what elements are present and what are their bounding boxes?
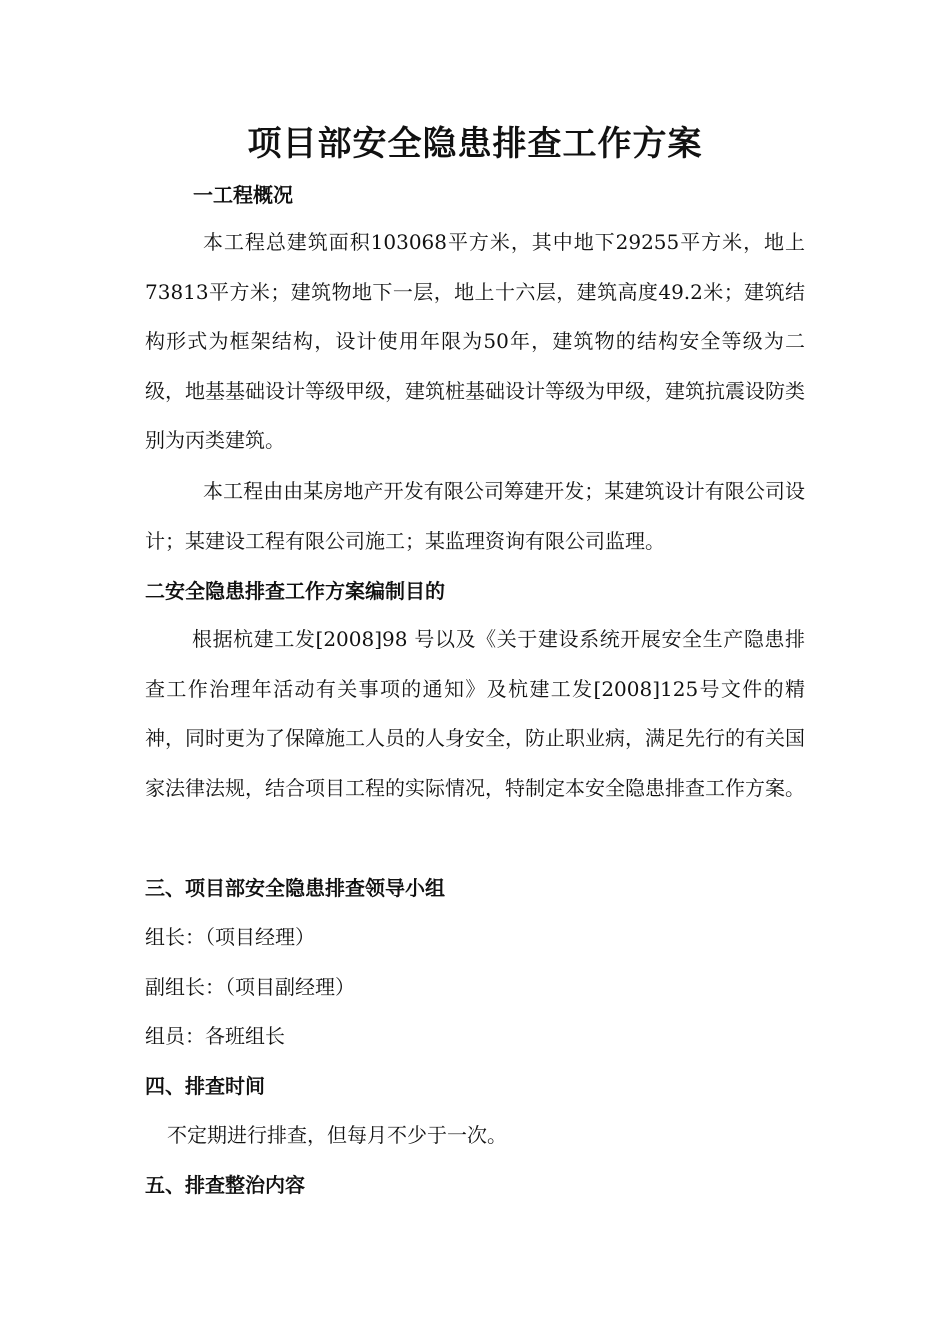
schedule-text: 不定期进行排查，但每月不少于一次。 [167,1123,507,1147]
overview-paragraph-1: 本工程总建筑面积103068平方米，其中地下29255平方米，地上73813平方米；建筑物地下一层，地上十六层，建筑高度49.2米；建筑结构形式为框架结构，设计使用年限为50年，建筑物的结构安全等级为二级，地基基础设计等级甲级，建筑桩基础设计等级为甲级，建筑抗震设防类别为丙类建筑。 [145,230,805,452]
section-heading-leadership: 三、项目部安全隐患排查领导小组 [145,876,445,900]
purpose-paragraph: 根据杭建工发[2008]98 号以及《关于建设系统开展安全生产隐患排查工作治理年活动有关事项的通知》及杭建工发[2008]125号文件的精神，同时更为了保障施工人员的人身安全，防止职业病，满足先行的有关国家法律法规，结合项目工程的实际情况，特制定本安全隐患排查工作方案。 [145,627,805,800]
members-line: 组员：各班组长 [145,1024,285,1048]
leader-line: 组长：（项目经理） [145,925,315,949]
document-title: 项目部安全隐患排查工作方案 [247,124,703,164]
section-heading-overview: 一工程概况 [193,183,293,207]
deputy-leader-line: 副组长：（项目副经理） [145,975,355,999]
overview-paragraph-2: 本工程由由某房地产开发有限公司筹建开发；某建筑设计有限公司设计；某建设工程有限公司施工；某监理资询有限公司监理。 [145,479,805,553]
section-heading-purpose: 二安全隐患排查工作方案编制目的 [145,579,445,603]
section-heading-schedule: 四、排查时间 [145,1074,265,1098]
section-heading-content: 五、排查整治内容 [145,1173,305,1197]
